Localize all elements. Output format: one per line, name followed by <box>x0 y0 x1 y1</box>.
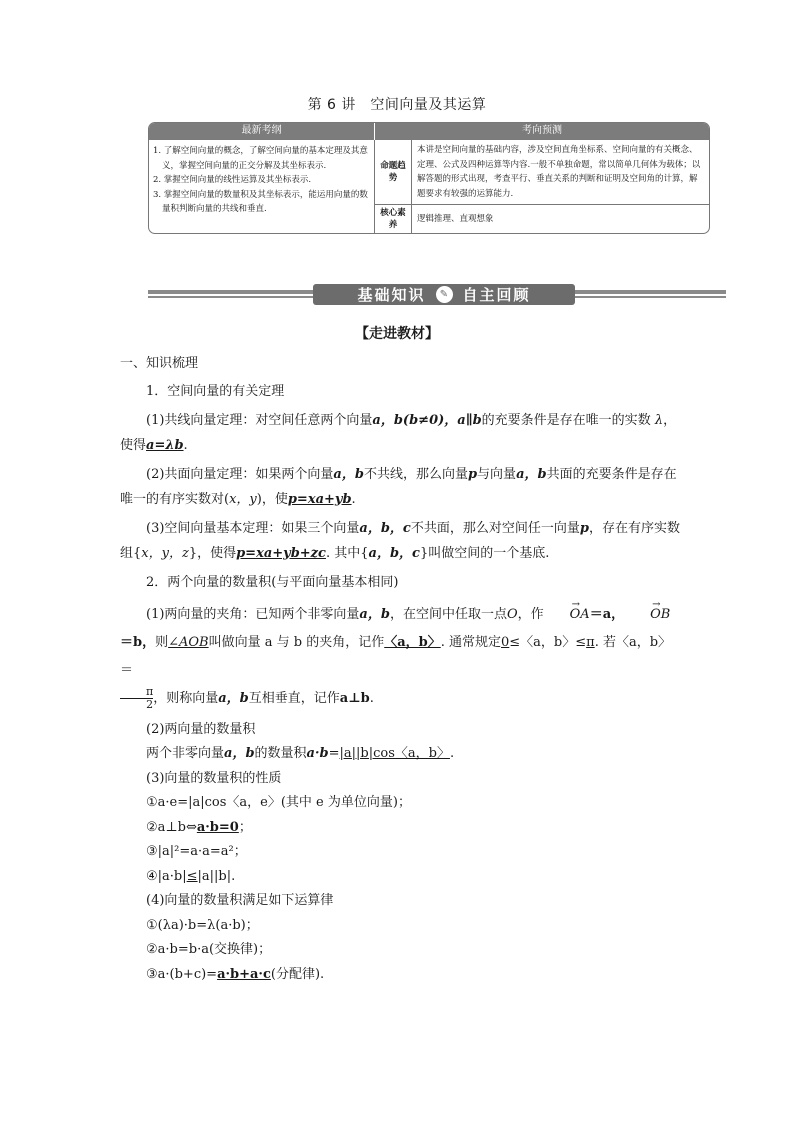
text: a，b <box>516 467 547 482</box>
vector-ob: → OB <box>624 601 670 629</box>
text: }，使得 <box>188 545 237 561</box>
text: p <box>579 521 589 536</box>
text: (2)共面向量定理：如果两个向量 <box>146 467 334 482</box>
text: . <box>369 690 374 706</box>
text: (3)空间向量基本定理：如果三个向量 <box>146 521 360 536</box>
subheading-laws: (4)向量的数量积满足如下运算律 <box>146 893 334 908</box>
forecast-cell <box>375 140 709 233</box>
text: 共面的充要条 <box>546 467 625 482</box>
property-item <box>120 816 680 841</box>
text: ； <box>238 819 252 835</box>
banner-right-text: 自主回顾 <box>462 286 531 304</box>
fraction-numerator: π <box>146 684 154 698</box>
paragraph-coplanar <box>120 463 680 512</box>
main-content <box>120 352 680 987</box>
property-item: ①a·e=|a|cos〈a，e〉(其中 e 为单位向量)； <box>146 795 411 810</box>
text: λ <box>654 413 664 428</box>
text: a，b <box>218 690 249 706</box>
fraction-pi-over-2 <box>120 686 153 711</box>
text: ，作 <box>517 606 544 622</box>
paragraph-basis-theorem <box>120 517 680 566</box>
row-content: 本讲是空间向量的基础内容，涉及空间直角坐标系、空间向量的有关概念、定理、公式及四种运算等内容.一般不单独命题，常以简单几何体为载体；以解答题的形式出现，考查平行、垂直关系的判断和证明及空间角的计算，解题要求有较强的运算能力. <box>417 145 701 199</box>
text: 不共线，那么向量 <box>363 467 468 482</box>
exam-outline-table <box>148 122 710 234</box>
table-header <box>149 123 709 140</box>
text: 数 <box>637 413 651 428</box>
text: 则 <box>155 634 169 650</box>
text: = <box>328 746 340 761</box>
text: . 通常规定 <box>440 634 501 650</box>
pencil-icon: ✎ <box>436 286 453 303</box>
text: . <box>183 437 188 453</box>
row-content: 逻辑推理、直观想象 <box>417 213 494 224</box>
page-title: 第 6 讲 空间向量及其运算 <box>307 97 487 113</box>
text: p=xa+yb <box>287 491 352 507</box>
paragraph-angle <box>120 601 680 713</box>
text: 互相垂直，记作 <box>248 690 340 706</box>
text: ，使得 <box>120 413 677 453</box>
text: a·b=0 <box>196 819 239 835</box>
text: x，y <box>229 491 257 507</box>
text: a，b <box>333 467 364 482</box>
text: ＝a， <box>589 606 625 622</box>
text: a·b <box>306 746 329 761</box>
subheading-dot-product: (2)两向量的数量积 <box>146 721 256 737</box>
row-label: 核心素养 <box>375 205 412 233</box>
text: p <box>467 467 478 482</box>
text: ，在空间中任取一点 <box>389 606 507 622</box>
text: O <box>506 606 518 622</box>
row-label: 命题趋势 <box>375 140 412 204</box>
text: a，b，c <box>368 545 420 561</box>
text: a·b+a·c <box>217 966 271 982</box>
text: 〈a，b〉 <box>384 634 441 650</box>
banner-left-text: 基础知识 <box>357 286 426 304</box>
property-item <box>120 865 680 890</box>
text: . <box>351 491 356 507</box>
text: )，使 <box>256 491 288 507</box>
subheading: 1．空间向量的有关定理 <box>146 383 285 399</box>
requirement-item: 2. 掌握空间向量的线性运算及其坐标表示. <box>153 175 312 185</box>
forecast-row <box>375 140 709 204</box>
requirement-item: 3. 掌握空间向量的数量积及其坐标表示，能运用向量的数量积判断向量的共线和垂直. <box>153 189 368 214</box>
text: 与向量 <box>477 467 517 482</box>
text: ，存在有 <box>588 521 641 536</box>
text: . 若〈a，b〉＝ <box>120 634 672 678</box>
paragraph-dot-product <box>120 742 680 767</box>
text: 件是存在唯一的有序实数对( <box>120 467 677 507</box>
text: 不共面，那么对空间任一向量 <box>410 521 580 536</box>
law-item: ①(λa)·b=λ(a·b)； <box>146 917 259 933</box>
banner-pill <box>313 284 575 305</box>
subheading: 2．两个向量的数量积(与平面向量基本相同) <box>146 575 399 590</box>
law-item <box>120 963 680 988</box>
text: |a||b|. <box>197 868 236 884</box>
text: π <box>586 634 595 650</box>
text: ②a⊥b⇔ <box>146 819 197 835</box>
text: ④|a·b| <box>146 868 187 884</box>
text: a，b <box>359 606 390 622</box>
vector-oa: → OA <box>544 601 590 629</box>
text: }叫做空间的一个基底. <box>419 545 550 561</box>
text: 的数量积 <box>254 746 307 761</box>
law-item: ②a·b=b·a(交换律)； <box>146 942 272 957</box>
text: a，b，c <box>359 521 411 536</box>
text: ∠AOB <box>168 634 209 650</box>
text: a，b(b≠0)，a∥b <box>372 413 482 428</box>
text: ≤〈a，b〉≤ <box>509 634 587 650</box>
text: a⊥b <box>339 690 370 706</box>
text: (1)两向量的夹角：已知两个非零向量 <box>146 606 360 622</box>
text: a，b <box>224 746 255 761</box>
text: ≤ <box>186 868 198 884</box>
heading-knowledge: 一、知识梳理 <box>120 356 199 371</box>
text: (1)共线向量定理：对空间任意两个向量 <box>146 413 373 428</box>
header-latest-outline: 最新考纲 <box>149 123 375 140</box>
text: 0 <box>501 634 510 650</box>
text: p=xa+yb+zc <box>236 545 326 561</box>
text: ③a·(b+c)= <box>146 966 218 982</box>
text: ，则称向量 <box>153 690 219 706</box>
paragraph-collinear <box>120 409 680 458</box>
text: 的充要条件是存在唯一的实 <box>481 413 638 428</box>
text: (分配律). <box>270 966 325 982</box>
table-body <box>149 140 709 233</box>
text: 两个非零向量 <box>146 746 225 761</box>
requirement-item: 1. 了解空间向量的概念，了解空间向量的基本定理及其意义，掌握空间向量的正交分解及其坐标表示. <box>153 146 368 171</box>
section-title: 【走进教材】 <box>355 326 439 342</box>
text: 叫做向量 a 与 b 的夹角，记作 <box>208 634 385 650</box>
text: |a||b|cos〈a，b〉 <box>339 746 450 761</box>
text: ＝b， <box>120 634 156 650</box>
forecast-row <box>375 204 709 233</box>
property-item: ③|a|²=a·a=a²； <box>146 844 247 859</box>
header-forecast: 考向预测 <box>522 125 562 137</box>
requirements-cell <box>149 140 375 233</box>
text: x，y，z <box>141 545 189 561</box>
fraction-denominator: 2 <box>120 698 153 711</box>
text: . 其中{ <box>325 545 369 561</box>
section-banner <box>148 284 726 305</box>
text: 序实数组{ <box>120 521 680 561</box>
subheading-properties: (3)向量的数量积的性质 <box>146 770 282 786</box>
text: . <box>449 746 455 761</box>
text: a=λb <box>146 437 184 453</box>
